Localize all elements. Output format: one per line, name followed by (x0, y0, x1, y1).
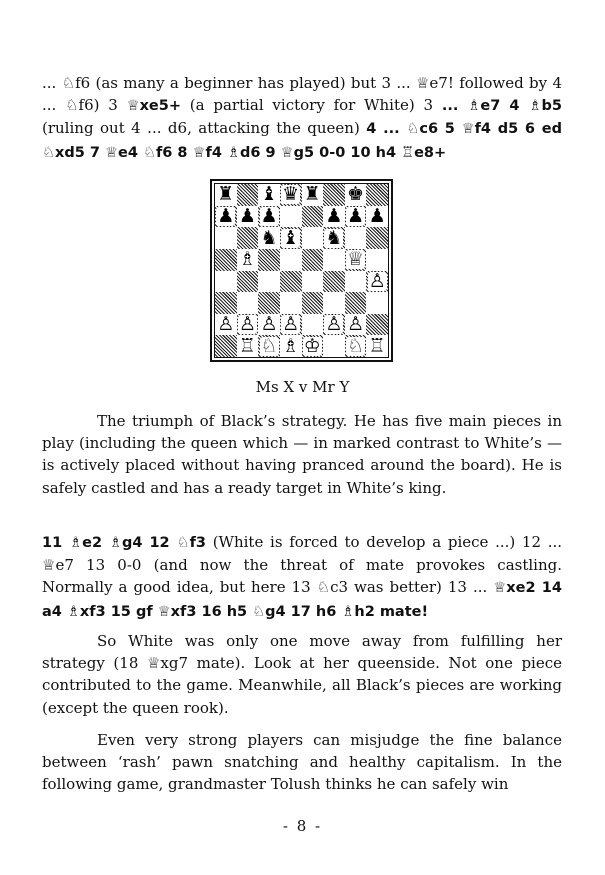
text-segment: So White was only one move away from fulfilling her strategy (18 ♕xg7 mate). Look at her queenside. Not one piece contributed to the game. Meanwhile, all Black’s pieces are working (except the queen rook). (42, 632, 562, 717)
square-h7 (366, 206, 388, 228)
square-b3 (237, 292, 259, 314)
square-e3 (302, 292, 324, 314)
square-g1 (345, 335, 367, 357)
square-f8 (323, 184, 345, 206)
square-c7 (258, 206, 280, 228)
square-h1 (366, 335, 388, 357)
chess-piece-icon: ♝ (260, 184, 278, 206)
text-segment: (ruling out 4 ... d6, attacking the queen) (42, 119, 367, 138)
square-a8 (215, 184, 237, 206)
square-c1 (258, 335, 280, 357)
square-g7 (345, 206, 367, 228)
chess-piece-icon: ♙ (347, 313, 365, 336)
chess-piece-icon: ♙ (217, 313, 235, 336)
square-f2 (323, 314, 345, 336)
text-segment: (a partial victory for White) 3 (181, 96, 442, 115)
square-h5 (366, 249, 388, 271)
square-f5 (323, 249, 345, 271)
square-c2 (258, 314, 280, 336)
chess-piece-icon: ♟ (347, 205, 365, 227)
square-c8 (258, 184, 280, 206)
chess-piece-icon: ♕ (347, 248, 365, 271)
square-e4 (302, 271, 324, 293)
square-f1 (323, 335, 345, 357)
chess-piece-icon: ♛ (282, 184, 300, 206)
move-notation: 11 ♗e2 ♗g4 12 ♘f3 (42, 535, 207, 551)
chess-piece-icon: ♘ (260, 335, 278, 357)
square-e1 (302, 335, 324, 357)
square-c3 (258, 292, 280, 314)
text-segment: ... ♘f6 (as many a beginner has played) but 3 ... ♕e7! followed by 4 ... ♘f6) 3 (42, 74, 562, 115)
square-g6 (345, 227, 367, 249)
page-number: - 8 - (282, 817, 323, 835)
square-h3 (366, 292, 388, 314)
chess-board (214, 183, 389, 358)
square-e8 (302, 184, 324, 206)
paragraph-opening-moves (42, 72, 562, 164)
chess-piece-icon: ♟ (238, 205, 256, 227)
square-a3 (215, 292, 237, 314)
move-notation: ... ♗e7 4 ♗b5 (441, 98, 562, 115)
chess-piece-icon: ♙ (238, 313, 256, 336)
chess-piece-icon: ♜ (217, 184, 235, 206)
chess-piece-icon: ♜ (303, 184, 321, 206)
square-c4 (258, 271, 280, 293)
chess-piece-icon: ♖ (238, 335, 256, 357)
square-d1 (280, 335, 302, 357)
chess-diagram (210, 179, 393, 362)
square-g4 (345, 271, 367, 293)
paragraph-white-strategy (42, 630, 562, 719)
square-b6 (237, 227, 259, 249)
chess-piece-icon: ♙ (368, 270, 386, 292)
square-h4 (366, 271, 388, 293)
square-c6 (258, 227, 280, 249)
square-g3 (345, 292, 367, 314)
square-e7 (302, 206, 324, 228)
square-d4 (280, 271, 302, 293)
square-h6 (366, 227, 388, 249)
text-segment: The triumph of Black’s strategy. He has five main pieces in play (including the queen which — in marked contrast to White’s — is actively placed without having pranced around the board). He is safely castled and has a ready target in White’s king. (42, 412, 562, 497)
square-f3 (323, 292, 345, 314)
square-a1 (215, 335, 237, 357)
chess-piece-icon: ♟ (217, 205, 235, 227)
square-a2 (215, 314, 237, 336)
chess-piece-icon: ♞ (325, 227, 343, 249)
square-a6 (215, 227, 237, 249)
move-notation: 4 ... ♘c6 5 ♕f4 d5 6 ed ♘xd5 7 ♕e4 ♘f6 8 ♕f4 ♗d6 9 ♕g5 0-0 10 h4 ♖e8+ (42, 121, 562, 161)
paragraph-tolush-intro (42, 729, 562, 796)
square-b5 (237, 249, 259, 271)
chess-piece-icon: ♙ (325, 313, 343, 336)
square-d6 (280, 227, 302, 249)
text-segment: Even very strong players can misjudge the fine balance between ‘rash’ pawn snatching and healthy capitalism. In the following game, grandmaster Tolush thinks he can safely win (42, 731, 562, 794)
chess-piece-icon: ♗ (238, 248, 256, 271)
square-g2 (345, 314, 367, 336)
chess-piece-icon: ♖ (368, 335, 386, 357)
square-d7 (280, 206, 302, 228)
square-b1 (237, 335, 259, 357)
square-g8 (345, 184, 367, 206)
square-c5 (258, 249, 280, 271)
square-e6 (302, 227, 324, 249)
square-b7 (237, 206, 259, 228)
square-d5 (280, 249, 302, 271)
square-f7 (323, 206, 345, 228)
chess-piece-icon: ♞ (260, 227, 278, 249)
chess-piece-icon: ♚ (347, 184, 365, 206)
chess-piece-icon: ♙ (260, 313, 278, 336)
move-notation: ♕xe2 14 a4 ♗xf3 15 gf ♕xf3 16 h5 ♘g4 17 h6 ♗h2 mate! (42, 580, 562, 620)
square-a5 (215, 249, 237, 271)
square-b2 (237, 314, 259, 336)
chess-piece-icon: ♟ (325, 205, 343, 227)
square-d3 (280, 292, 302, 314)
text-segment: (White is forced to develop a piece ...) 12 ... ♕e7 13 0-0 (and now the threat of mate provokes castling. Normally a good idea, but here 13 ♘c3 was better) 13 ... (42, 533, 562, 597)
square-f4 (323, 271, 345, 293)
square-d8 (280, 184, 302, 206)
diagram-caption: Ms X v Mr Y (255, 378, 350, 396)
square-g5 (345, 249, 367, 271)
paragraph-black-strategy (42, 410, 562, 499)
square-h8 (366, 184, 388, 206)
square-f6 (323, 227, 345, 249)
square-h2 (366, 314, 388, 336)
square-e2 (302, 314, 324, 336)
chess-piece-icon: ♝ (282, 227, 300, 249)
chess-piece-icon: ♗ (282, 335, 300, 357)
square-b4 (237, 271, 259, 293)
square-a7 (215, 206, 237, 228)
chess-piece-icon: ♟ (368, 205, 386, 227)
chess-piece-icon: ♔ (303, 335, 321, 357)
chess-piece-icon: ♘ (347, 335, 365, 357)
move-notation: ♕xe5+ (126, 98, 182, 115)
paragraph-continuation-moves (42, 531, 562, 623)
square-e5 (302, 249, 324, 271)
square-d2 (280, 314, 302, 336)
chess-piece-icon: ♟ (260, 205, 278, 227)
chess-piece-icon: ♙ (282, 313, 300, 336)
square-b8 (237, 184, 259, 206)
square-a4 (215, 271, 237, 293)
